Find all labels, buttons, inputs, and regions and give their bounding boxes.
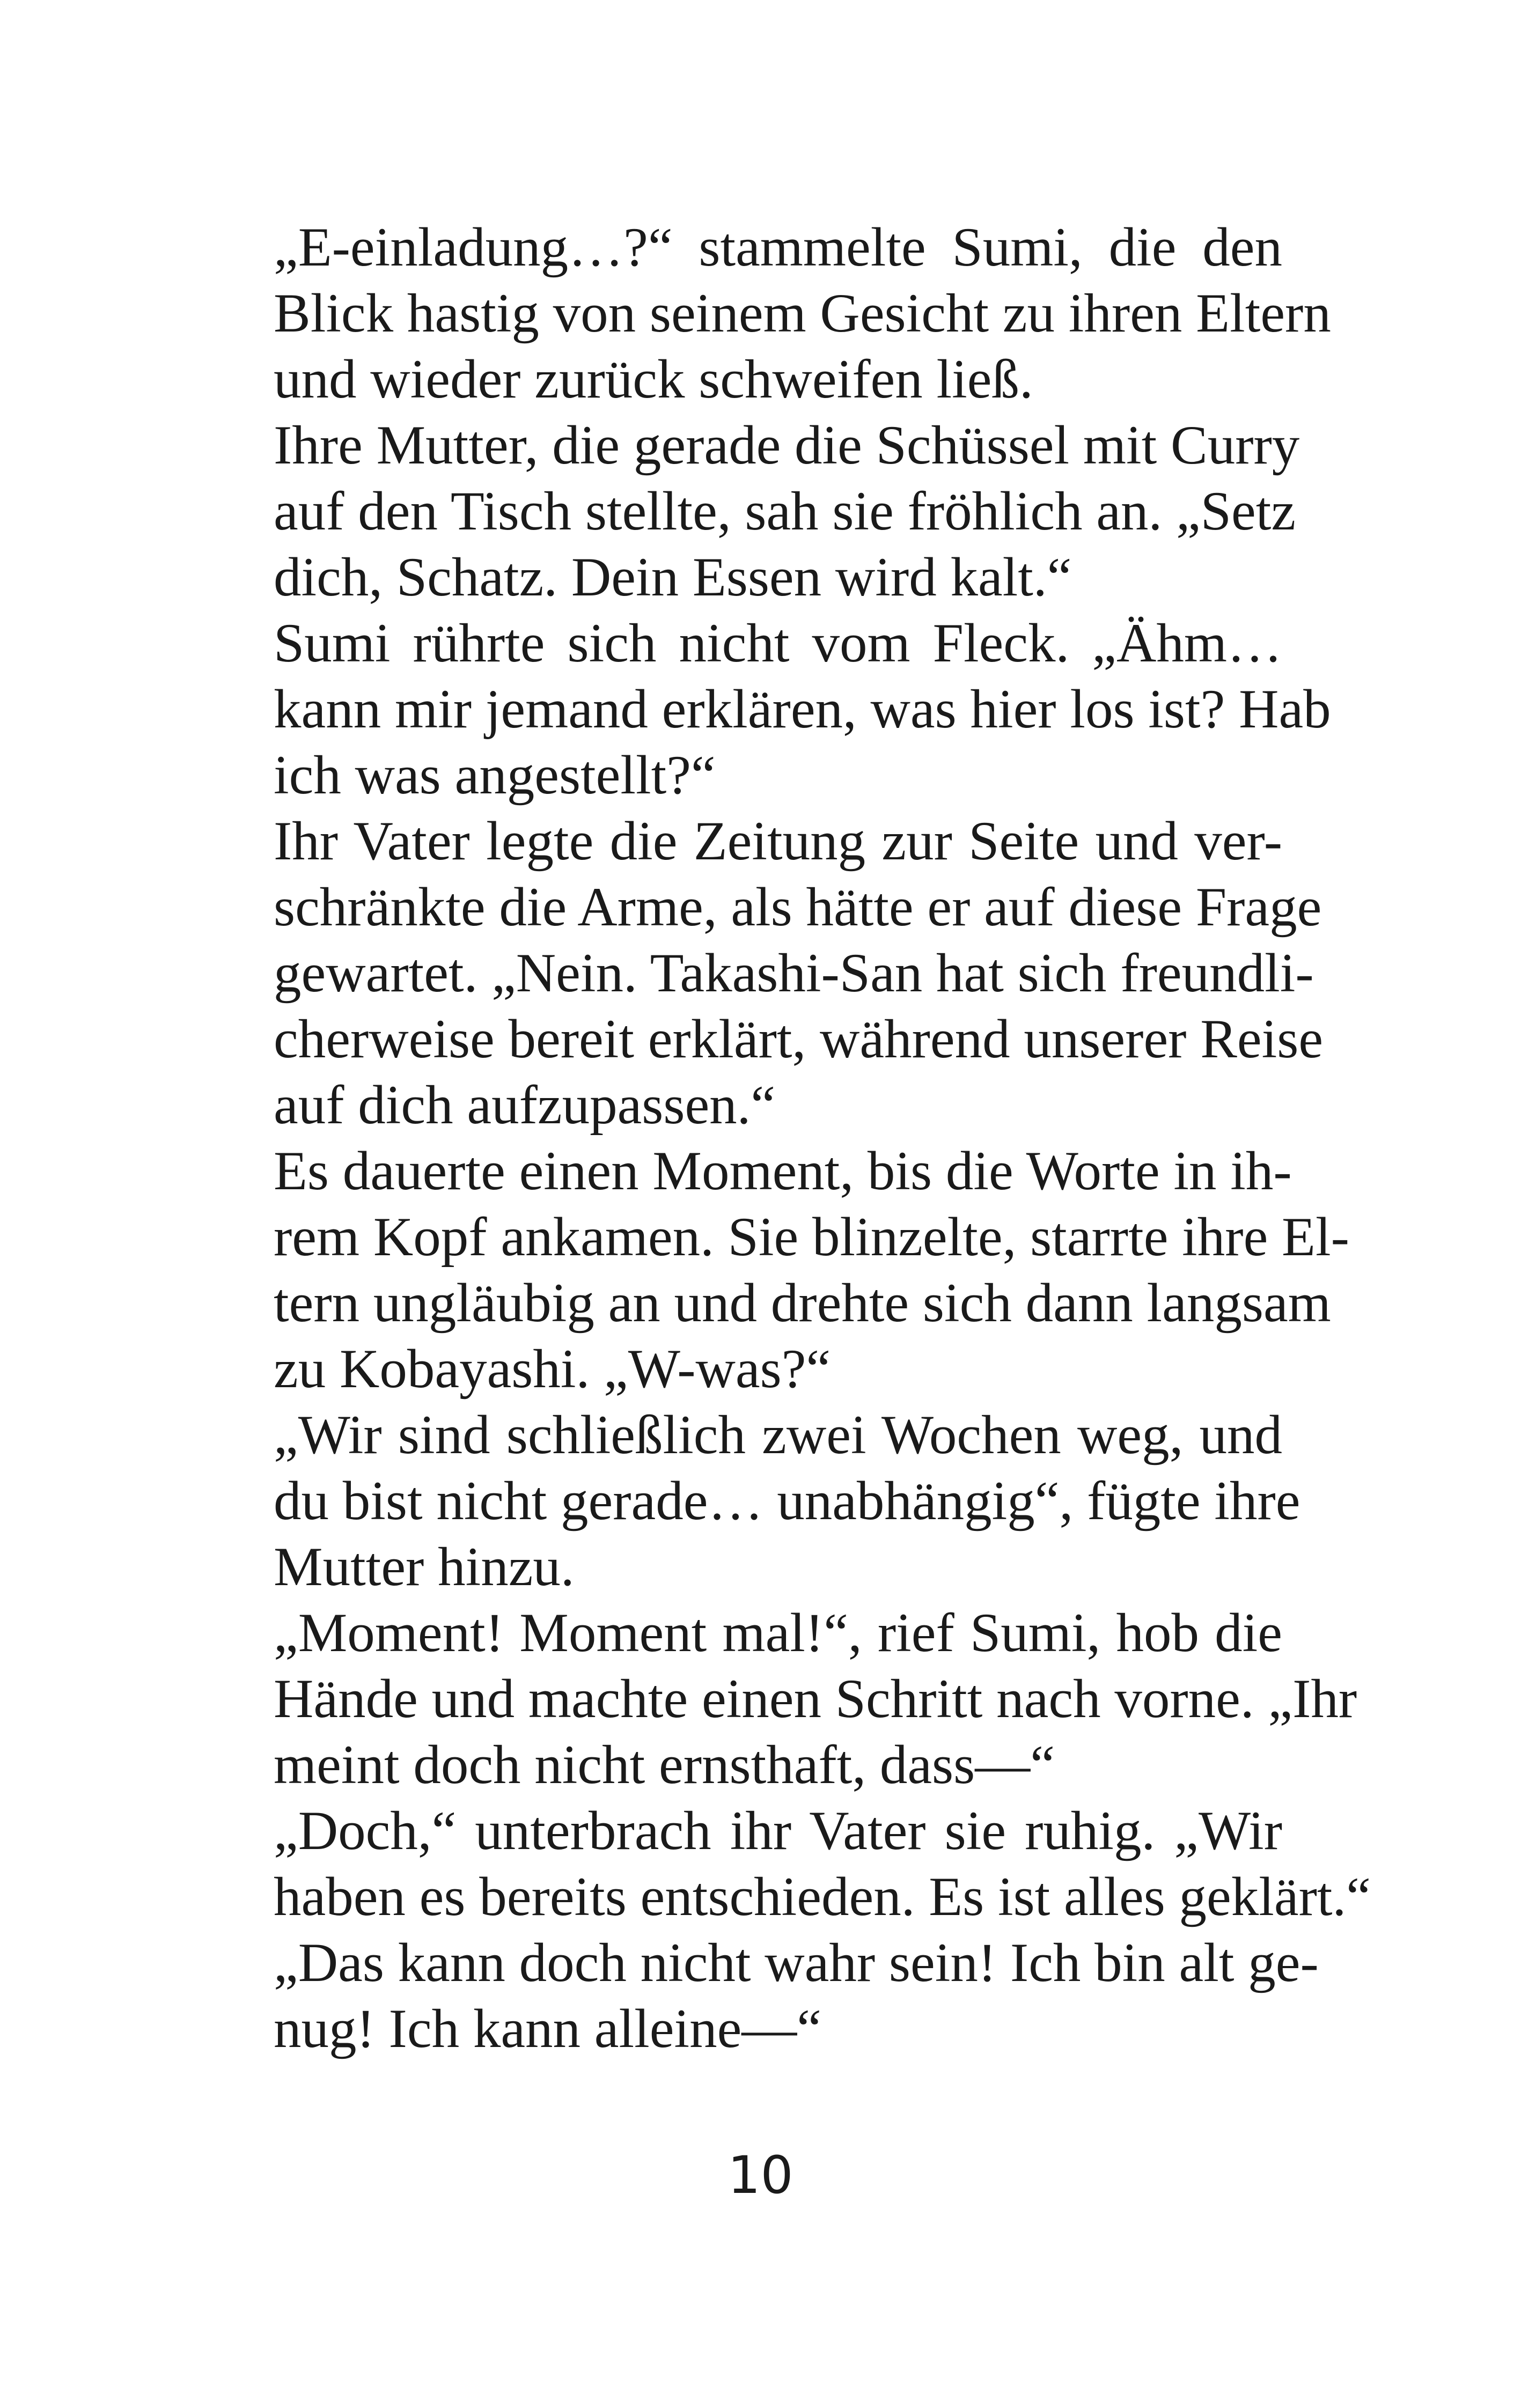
text-line: ich was angestellt?“ — [274, 745, 716, 806]
text-line: auf den Tisch stellte, sah sie fröhlich an. „Setz — [274, 481, 1296, 542]
book-page-body — [225, 215, 1371, 2062]
text-line: du bist nicht gerade… unabhängig“, fügte ihre — [274, 1470, 1300, 1531]
text-line: meint doch nicht ernsthaft, dass—“ — [274, 1734, 1055, 1795]
text-line: Es dauerte einen Moment, bis die Worte in ih- — [274, 1140, 1292, 1202]
paragraph — [225, 808, 1324, 1138]
text-line: tern ungläubig an und drehte sich dann langsam — [274, 1272, 1331, 1334]
text-line: „Das kann doch nicht wahr sein! Ich bin alt ge- — [274, 1932, 1319, 1993]
text-line: „E-einladung…?“ stammelte Sumi, die den — [274, 217, 1282, 278]
paragraph — [225, 1402, 1300, 1600]
text-line: Blick hastig von seinem Gesicht zu ihren Eltern — [274, 283, 1331, 344]
text-line: Mutter hinzu. — [274, 1536, 575, 1597]
paragraph — [225, 1138, 1349, 1402]
text-line: rem Kopf ankamen. Sie blinzelte, starrte ihre El- — [274, 1206, 1349, 1268]
paragraph — [225, 1798, 1371, 1930]
text-line: Ihre Mutter, die gerade die Schüssel mit Curry — [274, 415, 1300, 476]
text-line: Ihr Vater legte die Zeitung zur Seite und ver- — [274, 811, 1282, 872]
text-line: kann mir jemand erklären, was hier los ist? Hab — [274, 679, 1331, 740]
text-line: Sumi rührte sich nicht vom Fleck. „Ähm… — [274, 613, 1282, 674]
text-line: Hände und machte einen Schritt nach vorne. „Ihr — [274, 1668, 1357, 1729]
paragraph — [225, 1600, 1357, 1798]
text-line: „Moment! Moment mal!“, rief Sumi, hob die — [274, 1602, 1282, 1663]
text-line: auf dich aufzupassen.“ — [274, 1074, 776, 1136]
text-line: „Wir sind schließlich zwei Wochen weg, und — [274, 1404, 1282, 1466]
text-line: dich, Schatz. Dein Essen wird kalt.“ — [274, 547, 1072, 608]
paragraph — [225, 610, 1331, 808]
page-number: 10 — [728, 2145, 793, 2205]
text-line: nug! Ich kann alleine—“ — [274, 1998, 821, 2059]
text-line: „Doch,“ unterbrach ihr Vater sie ruhig. „Wir — [274, 1800, 1282, 1861]
text-line: und wieder zurück schweifen ließ. — [274, 349, 1033, 410]
text-line: schränkte die Arme, als hätte er auf diese Frage — [274, 877, 1322, 938]
paragraph — [225, 215, 1331, 413]
paragraph — [225, 413, 1300, 610]
text-line: haben es bereits entschieden. Es ist alles geklärt.“ — [274, 1866, 1371, 1927]
text-line: zu Kobayashi. „W-was?“ — [274, 1338, 831, 1400]
text-line: cherweise bereit erklärt, während unserer Reise — [274, 1008, 1324, 1070]
paragraph — [225, 1930, 1319, 2062]
text-line: gewartet. „Nein. Takashi-San hat sich freundli- — [274, 942, 1314, 1004]
